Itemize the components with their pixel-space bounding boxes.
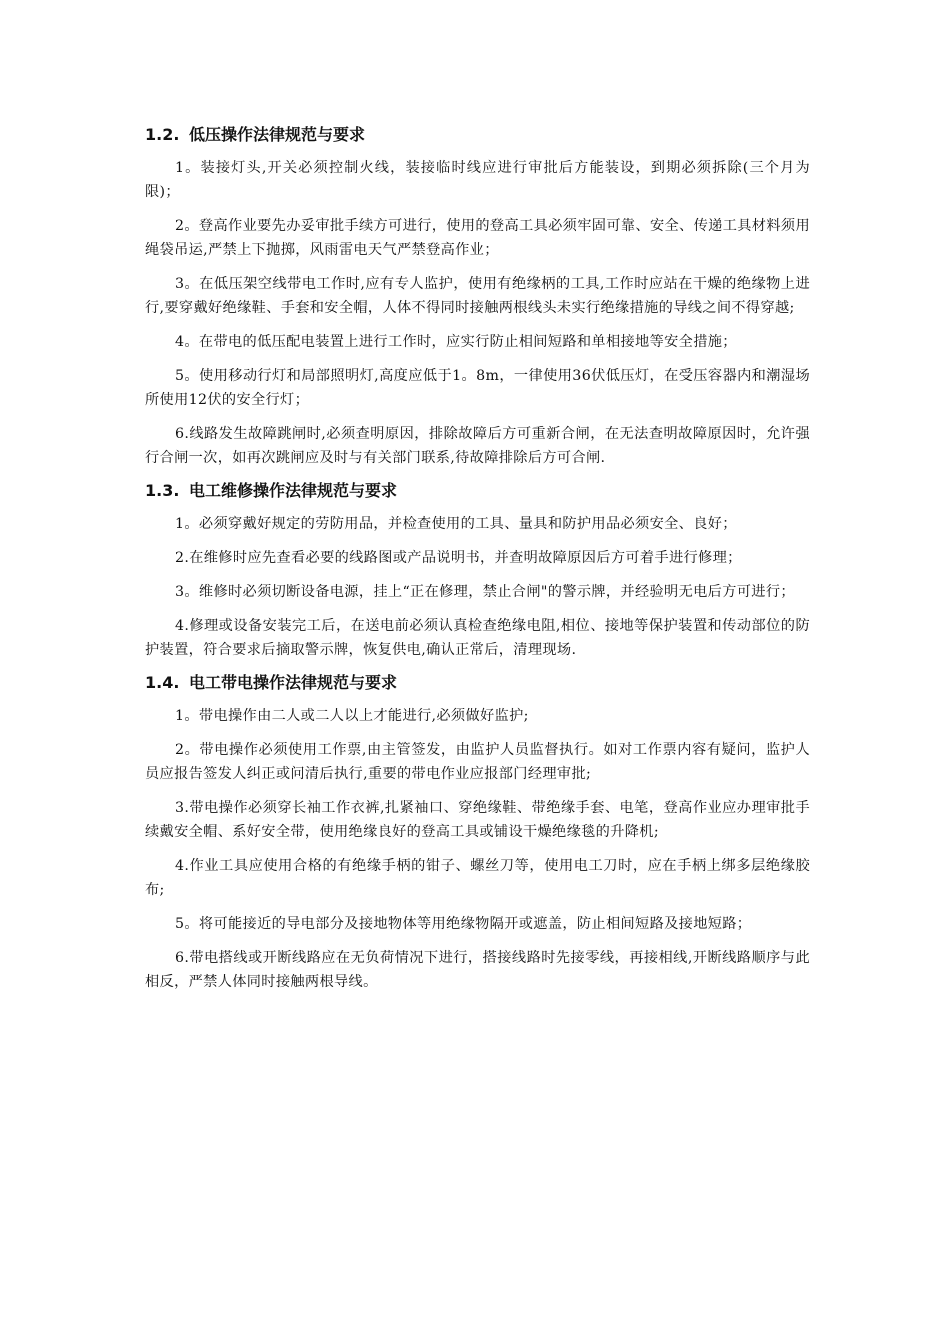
document-page [145, 122, 810, 1004]
paragraph: 4。在带电的低压配电装置上进行工作时，应实行防止相间短路和单相接地等安全措施； [175, 334, 737, 350]
paragraph: 3。维修时必须切断设备电源，挂上“正在修理，禁止合闸"的警示牌，并经验明无电后方可进行； [175, 584, 795, 600]
section-1-2 [145, 122, 810, 470]
section-number: 1.4. [145, 673, 180, 692]
section-title: 电工维修操作法律规范与要求 [189, 481, 398, 500]
paragraph: 2。登高作业要先办妥审批手续方可进行，使用的登高工具必须牢固可靠、安全、传递工具材料须用绳袋吊运,严禁上下抛掷，风雨雷电天气严禁登高作业； [145, 218, 810, 258]
section-number: 1.3. [145, 481, 180, 500]
paragraph: 3。在低压架空线带电工作时,应有专人监护，使用有绝缘柄的工具,工作时应站在干燥的绝缘物上进行,要穿戴好绝缘鞋、手套和安全帽，人体不得同时接触两根线头未实行绝缘措施的导线之间不得穿越; [145, 276, 810, 316]
paragraph: 2。带电操作必须使用工作票,由主管签发，由监护人员监督执行。如对工作票内容有疑问，监护人员应报告签发人纠正或问清后执行,重要的带电作业应报部门经理审批; [145, 742, 810, 782]
section-title: 低压操作法律规范与要求 [189, 125, 366, 144]
paragraph: 4.修理或设备安装完工后，在送电前必须认真检查绝缘电阻,相位、接地等保护装置和传动部位的防护装置，符合要求后摘取警示牌，恢复供电,确认正常后，清理现场. [145, 618, 810, 658]
section-1-4 [145, 670, 810, 994]
paragraph: 5。使用移动行灯和局部照明灯,高度应低于1。8m，一律使用36伏低压灯，在受压容器内和潮湿场所使用12伏的安全行灯； [145, 368, 810, 408]
section-heading [145, 670, 810, 696]
section-heading [145, 122, 810, 148]
paragraph: 6.线路发生故障跳闸时,必须查明原因，排除故障后方可重新合闸，在无法查明故障原因时，允许强行合闸一次，如再次跳闸应及时与有关部门联系,待故障排除后方可合闸. [145, 426, 810, 466]
paragraph: 6.带电搭线或开断线路应在无负荷情况下进行，搭接线路时先接零线，再接相线,开断线路顺序与此相反，严禁人体同时接触两根导线。 [145, 950, 810, 990]
paragraph: 2.在维修时应先查看必要的线路图或产品说明书，并查明故障原因后方可着手进行修理； [175, 550, 742, 566]
paragraph: 5。将可能接近的导电部分及接地物体等用绝缘物隔开或遮盖，防止相间短路及接地短路； [175, 916, 752, 932]
paragraph: 1。装接灯头,开关必须控制火线，装接临时线应进行审批后方能装设，到期必须拆除(三个月为限)； [145, 160, 810, 200]
paragraph: 3.带电操作必须穿长袖工作衣裤,扎紧袖口、穿绝缘鞋、带绝缘手套、电笔，登高作业应办理审批手续戴安全帽、系好安全带，使用绝缘良好的登高工具或铺设干燥绝缘毯的升降机; [145, 800, 810, 840]
section-title: 电工带电操作法律规范与要求 [189, 673, 398, 692]
paragraph: 1。带电操作由二人或二人以上才能进行,必须做好监护; [175, 708, 529, 724]
section-1-3 [145, 478, 810, 662]
section-number: 1.2. [145, 125, 180, 144]
paragraph: 4.作业工具应使用合格的有绝缘手柄的钳子、螺丝刀等，使用电工刀时，应在手柄上绑多层绝缘胶布; [145, 858, 810, 898]
section-heading [145, 478, 810, 504]
paragraph: 1。必须穿戴好规定的劳防用品，并检查使用的工具、量具和防护用品必须安全、良好； [175, 516, 737, 532]
